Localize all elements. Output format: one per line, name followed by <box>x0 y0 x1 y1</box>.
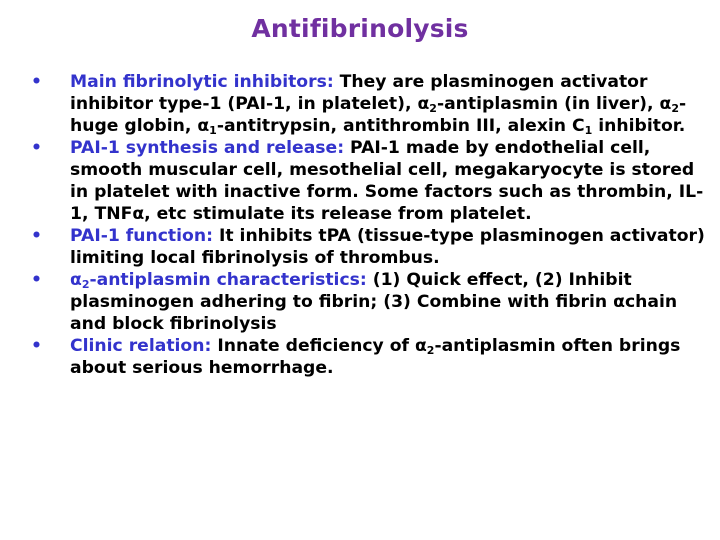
bullet-marker: • <box>31 336 42 356</box>
bullet-marker: • <box>31 138 42 158</box>
bullet-text: -antitrypsin, antithrombin III, alexin C <box>216 116 585 136</box>
subscript: 2 <box>426 344 435 357</box>
bullet-item-antiplasmin <box>28 269 716 335</box>
subscript: 2 <box>429 102 437 115</box>
bullet-item-main-inhibitors <box>28 71 716 137</box>
bullet-text: It inhibits tPA (tissue-type plasminogen activator) limiting local fibrinolysis of thrombus. <box>70 226 705 268</box>
bullet-text: Innate deficiency of α <box>211 336 427 356</box>
bullet-lead: PAI-1 synthesis and release: <box>70 138 345 158</box>
bullet-text: (1) Quick effect, (2) Inhibit plasminogen adhering to fibrin; (3) Combine with fibrin αchain and block fibrinolysis <box>70 270 678 334</box>
bullet-lead: Main fibrinolytic inhibitors: <box>70 72 334 92</box>
subscript: 1 <box>584 124 593 137</box>
bullet-lead <box>70 270 367 290</box>
bullet-marker: • <box>31 72 42 92</box>
bullet-text: -antiplasmin (in liver), α <box>436 94 672 114</box>
bullet-marker: • <box>31 270 42 290</box>
bullet-lead-part: α <box>70 270 82 290</box>
bullet-text: They are plasminogen activator inhibitor type-1 (PAI-1, in platelet), α <box>70 72 648 114</box>
subscript: 1 <box>209 124 217 137</box>
bullet-lead-part: -antiplasmin characteristics: <box>89 270 367 290</box>
bullet-item-pai1-function <box>28 225 716 269</box>
slide-title: Antifibrinolysis <box>251 14 469 43</box>
bullet-marker: • <box>31 226 42 246</box>
bullet-lead: PAI-1 function: <box>70 226 213 246</box>
bullet-text: inhibitor. <box>592 116 686 136</box>
bullet-list <box>28 71 716 379</box>
bullet-lead: Clinic relation: <box>70 336 212 356</box>
subscript: 2 <box>81 278 90 291</box>
subscript: 2 <box>671 102 679 115</box>
bullet-item-pai1-synthesis <box>28 137 716 225</box>
bullet-text: -huge globin, α <box>70 94 687 136</box>
bullet-item-clinic-relation <box>28 335 716 379</box>
bullet-text: -antiplasmin often brings about serious hemorrhage. <box>70 336 681 378</box>
bullet-text: PAI-1 made by endothelial cell, smooth muscular cell, mesothelial cell, megakaryocyte is stored in platelet with inactive form. Some factors such as thrombin, IL-1, TNFα, etc stimulate its release from platelet. <box>70 138 704 224</box>
